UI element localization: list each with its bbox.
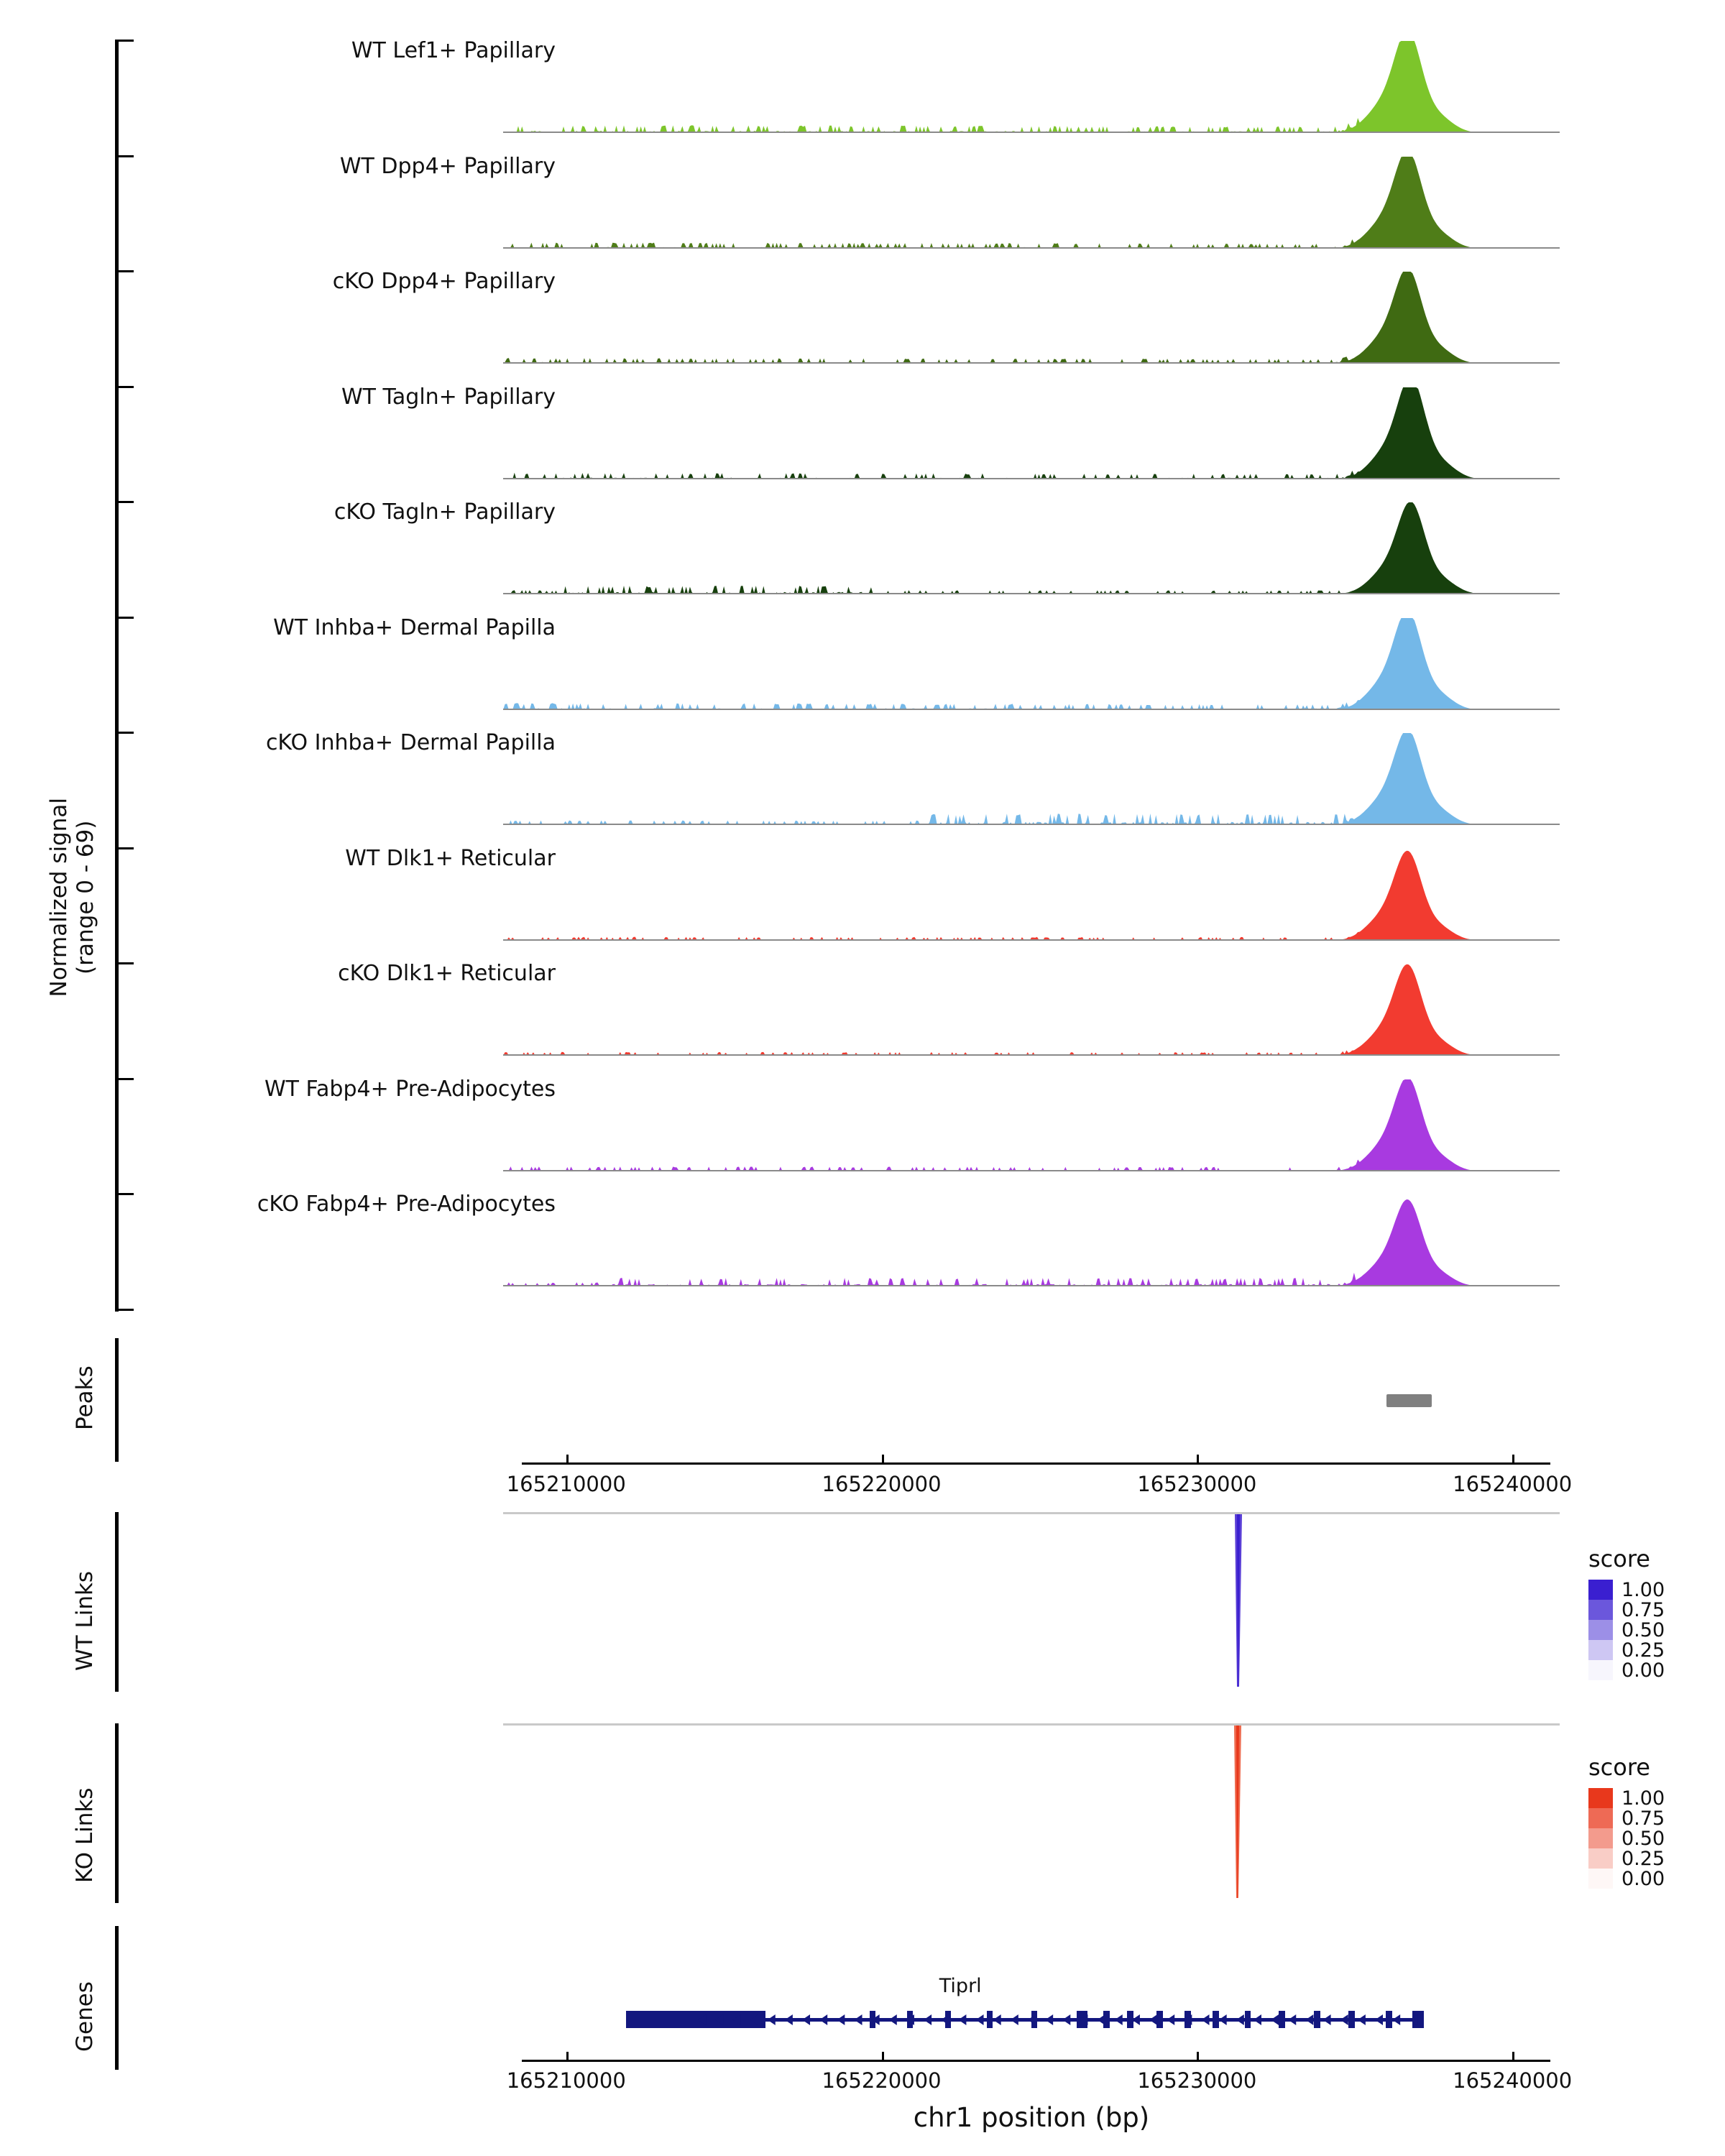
wt-links-panel [503, 1512, 1560, 1692]
genes-label: Genes [72, 1981, 98, 2052]
legend-swatch [1588, 1828, 1613, 1848]
track-label: WT Fabp4+ Pre-Adipocytes [264, 1076, 556, 1102]
legend-title: score [1588, 1754, 1650, 1781]
legend-row [1588, 1640, 1665, 1660]
track-baseline [503, 1054, 1560, 1056]
axis-tick [115, 1309, 134, 1311]
axis-tick-label: 165240000 [1453, 1472, 1573, 1496]
legend-row [1588, 1788, 1665, 1808]
legend-swatch [1588, 1640, 1613, 1660]
track-baseline [503, 709, 1560, 710]
coverage-track [257, 1192, 1560, 1286]
axis-tick [115, 40, 134, 42]
axis-tick [115, 270, 134, 272]
legend-tick-label: 1.00 [1622, 1787, 1665, 1810]
y-axis-label-line1: Normalized signal [46, 798, 72, 998]
axis-tick [115, 386, 134, 388]
gene-exon [1127, 2011, 1133, 2028]
axis-tick-label: 165230000 [1137, 2068, 1257, 2093]
axis-tick-label: 165220000 [822, 2068, 942, 2093]
wt-links-axis-spine [115, 1512, 119, 1692]
coverage-track [264, 1076, 1560, 1171]
legend-tick-label: 0.75 [1622, 1598, 1665, 1621]
coverage-axis-spine [115, 40, 119, 1312]
track-baseline [503, 1170, 1560, 1171]
track-baseline [503, 824, 1560, 825]
legend-tick-label: 0.75 [1622, 1807, 1665, 1830]
gene-exon [1077, 2011, 1087, 2028]
gene-exon [1245, 2011, 1251, 2028]
axis-tick [566, 2052, 569, 2060]
legend-tick-label: 0.25 [1622, 1639, 1665, 1662]
track-baseline [503, 478, 1560, 479]
gene-exon [626, 2011, 765, 2028]
axis-tick-label: 165230000 [1137, 1472, 1257, 1496]
track-baseline [503, 247, 1560, 249]
axis-tick [1512, 2052, 1514, 2060]
track-label: WT Dlk1+ Reticular [345, 845, 556, 871]
peaks-label: Peaks [72, 1365, 98, 1430]
legend-swatch [1588, 1788, 1613, 1808]
gene-label: Tiprl [939, 1975, 982, 1997]
legend-swatch [1588, 1660, 1613, 1680]
coverage-track [334, 499, 1560, 594]
track-label: cKO Inhba+ Dermal Papilla [265, 730, 556, 755]
legend-swatch [1588, 1869, 1613, 1889]
axis-tick [1512, 1455, 1514, 1463]
axis-tick [115, 155, 134, 157]
legend-row [1588, 1580, 1665, 1600]
axis-tick [1197, 1455, 1199, 1463]
track-baseline [503, 593, 1560, 594]
legend-row [1588, 1620, 1665, 1640]
legend-swatch [1588, 1620, 1613, 1640]
axis-line [522, 2060, 1550, 2062]
gene-exon [1103, 2011, 1110, 2028]
legend-row [1588, 1848, 1665, 1869]
axis-tick-label: 165210000 [506, 2068, 626, 2093]
track-label: WT Tagln+ Papillary [341, 384, 556, 410]
gene-exon [907, 2011, 913, 2028]
signal-area [503, 1078, 1560, 1171]
axis-tick [115, 1078, 134, 1080]
track-baseline [503, 1285, 1560, 1286]
x-axis-title: chr1 position (bp) [913, 2102, 1150, 2133]
gene-exon [1412, 2011, 1425, 2028]
axis-tick [566, 1455, 569, 1463]
axis-tick-label: 165240000 [1453, 2068, 1573, 2093]
track-label: WT Inhba+ Dermal Papilla [273, 614, 556, 640]
signal-area [503, 501, 1560, 594]
ko-links-panel [503, 1723, 1560, 1903]
signal-area [503, 732, 1560, 825]
axis-tick-label: 165220000 [822, 1472, 942, 1496]
track-label: cKO Fabp4+ Pre-Adipocytes [257, 1192, 556, 1217]
legend-row [1588, 1808, 1665, 1828]
coverage-track [345, 845, 1560, 941]
axis-tick [882, 1455, 884, 1463]
gene-exon [1156, 2011, 1163, 2028]
signal-area [503, 1193, 1560, 1286]
track-label: cKO Dlk1+ Reticular [338, 961, 556, 986]
track-label: WT Lef1+ Papillary [351, 38, 556, 63]
legend-swatch [1588, 1808, 1613, 1828]
legend-swatch [1588, 1600, 1613, 1620]
coverage-track [338, 961, 1560, 1056]
legend-tick-label: 0.50 [1622, 1618, 1665, 1641]
signal-area [503, 386, 1560, 479]
gene-exon [870, 2011, 875, 2028]
signal-area [503, 847, 1560, 941]
legend-swatch [1588, 1580, 1613, 1600]
gene-exon [987, 2011, 993, 2028]
wt-link-arcs [503, 1512, 1560, 1692]
gene-exon [1386, 2011, 1392, 2028]
gene-exon [1314, 2011, 1320, 2028]
axis-tick [115, 732, 134, 734]
ko-links-label: KO Links [72, 1787, 98, 1883]
axis-tick [115, 501, 134, 503]
track-label: WT Dpp4+ Papillary [339, 153, 556, 179]
gene-exon [1348, 2011, 1355, 2028]
axis-tick [115, 962, 134, 964]
axis-line [522, 1462, 1550, 1465]
coverage-track [332, 269, 1560, 364]
axis-tick [882, 2052, 884, 2060]
legend-tick-label: 0.00 [1622, 1867, 1665, 1890]
signal-area [503, 962, 1560, 1056]
legend-row [1588, 1600, 1665, 1620]
ko-links-axis-spine [115, 1723, 119, 1903]
legend-row [1588, 1660, 1665, 1680]
axis-tick-label: 165210000 [506, 1472, 626, 1496]
axis-tick [1197, 2052, 1199, 2060]
wt-links-score-legend [1588, 1545, 1665, 1680]
axis-tick [115, 617, 134, 619]
legend-swatch [1588, 1848, 1613, 1869]
legend-tick-label: 1.00 [1622, 1578, 1665, 1601]
gene-exon [1279, 2011, 1285, 2028]
legend-row [1588, 1828, 1665, 1848]
legend-tick-label: 0.00 [1622, 1659, 1665, 1682]
gene-exon [1031, 2011, 1037, 2028]
coverage-track [339, 153, 1560, 249]
axis-tick [115, 1193, 134, 1195]
track-baseline [503, 939, 1560, 941]
gene-exon [1184, 2011, 1191, 2028]
coverage-track [351, 38, 1560, 133]
legend-row [1588, 1869, 1665, 1889]
track-label: cKO Tagln+ Papillary [334, 499, 556, 525]
y-axis-label-line2: (range 0 - 69) [72, 820, 98, 975]
track-baseline [503, 132, 1560, 133]
track-baseline [503, 362, 1560, 364]
ko-link-arcs [503, 1723, 1560, 1903]
coverage-track [341, 384, 1560, 479]
axis-tick [115, 847, 134, 849]
signal-area [503, 40, 1560, 133]
y-axis-label [46, 798, 98, 997]
wt-links-label: WT Links [72, 1570, 98, 1671]
legend-tick-label: 0.25 [1622, 1847, 1665, 1870]
gene-exon [945, 2011, 951, 2028]
ko-links-score-legend [1588, 1754, 1665, 1889]
signal-area [503, 155, 1560, 249]
gene-exon [1213, 2011, 1219, 2028]
peak-bar [1386, 1394, 1432, 1407]
signal-area [503, 270, 1560, 364]
coverage-track [265, 730, 1560, 825]
track-label: cKO Dpp4+ Papillary [332, 269, 556, 294]
coverage-track [273, 614, 1560, 710]
signal-area [503, 617, 1560, 710]
peaks-axis-spine [115, 1338, 119, 1462]
legend-title: score [1588, 1545, 1650, 1572]
genes-axis-spine [115, 1926, 119, 2070]
legend-tick-label: 0.50 [1622, 1827, 1665, 1850]
